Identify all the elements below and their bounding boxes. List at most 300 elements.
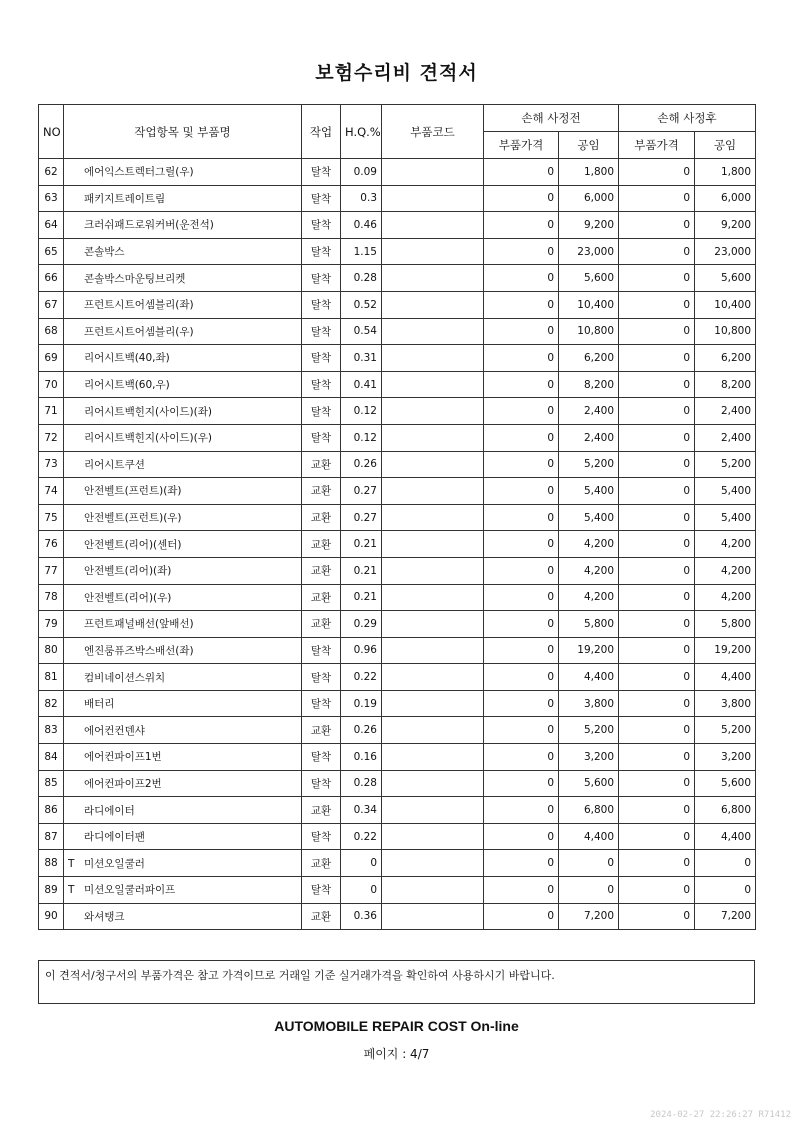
- cell-part-code: [382, 557, 484, 584]
- cell-no: 62: [39, 159, 64, 186]
- cell-item-name: [64, 584, 302, 611]
- table-row: [39, 451, 756, 478]
- cell-item-label: 안전벨트(리어)(우): [84, 591, 172, 604]
- cell-part-price-before: 0: [484, 664, 559, 691]
- cell-hq: 0.27: [341, 504, 382, 531]
- cell-item-label: 라디에이터팬: [84, 831, 145, 844]
- cell-work: 교환: [302, 797, 341, 824]
- cell-labor-after: 5,400: [695, 504, 756, 531]
- cell-labor-before: 5,200: [559, 451, 619, 478]
- table-row: [39, 424, 756, 451]
- cell-type-mark: T: [68, 884, 75, 897]
- cell-part-code: [382, 185, 484, 212]
- table-row: [39, 611, 756, 638]
- cell-work: 탈착: [302, 345, 341, 372]
- cell-hq: 0.21: [341, 531, 382, 558]
- header-before-adjustment: 손해 사정전: [484, 105, 619, 132]
- cell-work: 탈착: [302, 398, 341, 425]
- table-row: [39, 877, 756, 904]
- table-row: [39, 265, 756, 292]
- cell-part-price-before: 0: [484, 903, 559, 930]
- cell-hq: 0.26: [341, 717, 382, 744]
- cell-labor-after: 3,800: [695, 690, 756, 717]
- header-part-price-before: 부품가격: [484, 132, 559, 159]
- cell-work: 탈착: [302, 318, 341, 345]
- cell-item-name: [64, 291, 302, 318]
- cell-no: 86: [39, 797, 64, 824]
- cell-labor-after: 0: [695, 850, 756, 877]
- cell-hq: 0.22: [341, 664, 382, 691]
- cell-item-label: 리어시트백(60,우): [84, 379, 170, 392]
- cell-part-price-after: 0: [619, 159, 695, 186]
- table-row: [39, 504, 756, 531]
- cell-labor-after: 4,200: [695, 531, 756, 558]
- cell-labor-after: 2,400: [695, 424, 756, 451]
- cell-item-label: 리어시트백힌지(사이드)(우): [84, 432, 212, 445]
- cell-part-price-after: 0: [619, 504, 695, 531]
- table-row: [39, 531, 756, 558]
- cell-part-price-before: 0: [484, 797, 559, 824]
- cell-work: 탈착: [302, 265, 341, 292]
- cell-part-code: [382, 717, 484, 744]
- cell-part-price-after: 0: [619, 903, 695, 930]
- cell-work: 교환: [302, 584, 341, 611]
- cell-part-code: [382, 159, 484, 186]
- cell-item-name: [64, 557, 302, 584]
- cell-part-price-before: 0: [484, 770, 559, 797]
- cell-labor-after: 5,200: [695, 451, 756, 478]
- cell-work: 탈착: [302, 744, 341, 771]
- cell-labor-before: 10,800: [559, 318, 619, 345]
- cell-labor-after: 1,800: [695, 159, 756, 186]
- cell-item-label: 미션오일쿨러파이프: [84, 884, 176, 897]
- cell-part-price-after: 0: [619, 212, 695, 239]
- cell-part-code: [382, 903, 484, 930]
- cell-labor-before: 10,400: [559, 291, 619, 318]
- cell-hq: 0: [341, 850, 382, 877]
- cell-item-name: [64, 850, 302, 877]
- table-row: [39, 797, 756, 824]
- cell-no: 72: [39, 424, 64, 451]
- cell-item-name: [64, 371, 302, 398]
- cell-labor-before: 0: [559, 877, 619, 904]
- cell-item-label: 프런트패널배선(앞배선): [84, 618, 194, 631]
- cell-part-price-after: 0: [619, 557, 695, 584]
- cell-no: 65: [39, 238, 64, 265]
- cell-hq: 0.54: [341, 318, 382, 345]
- estimate-table: [38, 104, 756, 930]
- cell-hq: 0.41: [341, 371, 382, 398]
- table-row: [39, 690, 756, 717]
- cell-no: 76: [39, 531, 64, 558]
- cell-work: 교환: [302, 903, 341, 930]
- cell-work: 교환: [302, 451, 341, 478]
- cell-item-label: 라디에이터: [84, 804, 135, 817]
- cell-labor-after: 10,400: [695, 291, 756, 318]
- table-row: [39, 664, 756, 691]
- cell-no: 75: [39, 504, 64, 531]
- cell-hq: 0.29: [341, 611, 382, 638]
- cell-work: 교환: [302, 504, 341, 531]
- cell-item-label: 에어컨컨덴샤: [84, 724, 145, 737]
- cell-part-price-after: 0: [619, 770, 695, 797]
- cell-hq: 0.31: [341, 345, 382, 372]
- cell-no: 87: [39, 823, 64, 850]
- cell-part-price-before: 0: [484, 850, 559, 877]
- cell-work: 탈착: [302, 637, 341, 664]
- cell-labor-after: 7,200: [695, 903, 756, 930]
- cell-item-name: [64, 611, 302, 638]
- cell-item-name: [64, 744, 302, 771]
- cell-no: 69: [39, 345, 64, 372]
- cell-item-name: [64, 823, 302, 850]
- cell-work: 교환: [302, 531, 341, 558]
- cell-work: 탈착: [302, 690, 341, 717]
- cell-labor-after: 4,200: [695, 557, 756, 584]
- cell-no: 84: [39, 744, 64, 771]
- cell-item-label: 패키지트레이트림: [84, 192, 166, 205]
- cell-part-code: [382, 637, 484, 664]
- cell-part-code: [382, 531, 484, 558]
- cell-item-label: 미션오일쿨러: [84, 857, 145, 870]
- cell-item-label: 리어시트쿠션: [84, 458, 145, 471]
- cell-part-price-before: 0: [484, 291, 559, 318]
- cell-item-name: [64, 451, 302, 478]
- cell-part-price-after: 0: [619, 850, 695, 877]
- cell-work: 교환: [302, 557, 341, 584]
- cell-labor-after: 9,200: [695, 212, 756, 239]
- cell-part-price-before: 0: [484, 611, 559, 638]
- cell-part-price-after: 0: [619, 424, 695, 451]
- cell-no: 88: [39, 850, 64, 877]
- cell-work: 탈착: [302, 212, 341, 239]
- cell-item-label: 에어익스트렉터그릴(우): [84, 166, 194, 179]
- cell-labor-before: 5,800: [559, 611, 619, 638]
- cell-part-price-after: 0: [619, 398, 695, 425]
- cell-labor-before: 2,400: [559, 398, 619, 425]
- cell-part-price-after: 0: [619, 823, 695, 850]
- header-labor-after: 공임: [695, 132, 756, 159]
- cell-part-price-after: 0: [619, 291, 695, 318]
- cell-item-name: [64, 478, 302, 505]
- cell-part-price-after: 0: [619, 531, 695, 558]
- cell-item-label: 안전벨트(리어)(센터): [84, 538, 182, 551]
- cell-hq: 0.28: [341, 265, 382, 292]
- cell-item-label: 리어시트백힌지(사이드)(좌): [84, 405, 212, 418]
- cell-labor-before: 0: [559, 850, 619, 877]
- cell-hq: 0.3: [341, 185, 382, 212]
- cell-no: 63: [39, 185, 64, 212]
- cell-work: 탈착: [302, 424, 341, 451]
- cell-item-label: 리어시트백(40,좌): [84, 352, 170, 365]
- print-timestamp: 2024-02-27 22:26:27 R71412: [650, 1110, 791, 1120]
- cell-labor-before: 5,600: [559, 265, 619, 292]
- cell-part-price-before: 0: [484, 584, 559, 611]
- cell-item-name: [64, 637, 302, 664]
- table-row: [39, 318, 756, 345]
- cell-part-code: [382, 770, 484, 797]
- cell-part-code: [382, 690, 484, 717]
- table-row: [39, 345, 756, 372]
- cell-part-price-after: 0: [619, 265, 695, 292]
- cell-part-price-before: 0: [484, 398, 559, 425]
- cell-no: 81: [39, 664, 64, 691]
- header-after-adjustment: 손해 사정후: [619, 105, 756, 132]
- cell-labor-after: 6,000: [695, 185, 756, 212]
- header-part-code: 부품코드: [382, 105, 484, 159]
- cell-labor-before: 5,400: [559, 504, 619, 531]
- cell-part-price-before: 0: [484, 744, 559, 771]
- header-labor-before: 공임: [559, 132, 619, 159]
- cell-part-price-before: 0: [484, 238, 559, 265]
- cell-item-label: 엔진룸퓨즈박스배선(좌): [84, 644, 194, 657]
- cell-part-price-before: 0: [484, 424, 559, 451]
- cell-labor-after: 6,200: [695, 345, 756, 372]
- cell-labor-before: 1,800: [559, 159, 619, 186]
- cell-part-price-before: 0: [484, 345, 559, 372]
- cell-part-code: [382, 291, 484, 318]
- cell-no: 83: [39, 717, 64, 744]
- cell-part-price-before: 0: [484, 557, 559, 584]
- cell-labor-after: 23,000: [695, 238, 756, 265]
- cell-part-price-before: 0: [484, 371, 559, 398]
- cell-labor-after: 6,800: [695, 797, 756, 824]
- cell-part-code: [382, 238, 484, 265]
- cell-labor-before: 5,200: [559, 717, 619, 744]
- cell-hq: 0.52: [341, 291, 382, 318]
- cell-item-name: [64, 877, 302, 904]
- cell-part-price-after: 0: [619, 637, 695, 664]
- table-row: [39, 637, 756, 664]
- cell-item-name: [64, 770, 302, 797]
- cell-hq: 0: [341, 877, 382, 904]
- table-row: [39, 398, 756, 425]
- cell-hq: 0.34: [341, 797, 382, 824]
- table-row: [39, 159, 756, 186]
- cell-labor-after: 5,800: [695, 611, 756, 638]
- table-row: [39, 717, 756, 744]
- cell-no: 73: [39, 451, 64, 478]
- cell-item-name: [64, 212, 302, 239]
- cell-item-label: 크러쉬패드로워커버(운전석): [84, 219, 214, 232]
- cell-hq: 0.16: [341, 744, 382, 771]
- cell-item-name: [64, 265, 302, 292]
- cell-labor-before: 5,400: [559, 478, 619, 505]
- cell-no: 71: [39, 398, 64, 425]
- price-notice: 이 견적서/청구서의 부품가격은 참고 가격이므로 거래일 기준 실거래가격을 확인하여 사용하시기 바랍니다.: [38, 960, 755, 1004]
- cell-item-label: 컴비네이션스위치: [84, 671, 166, 684]
- cell-labor-before: 7,200: [559, 903, 619, 930]
- cell-part-price-after: 0: [619, 318, 695, 345]
- cell-part-price-after: 0: [619, 797, 695, 824]
- header-work: 작업: [302, 105, 341, 159]
- cell-part-price-after: 0: [619, 744, 695, 771]
- cell-labor-before: 3,200: [559, 744, 619, 771]
- cell-part-code: [382, 318, 484, 345]
- cell-item-name: [64, 664, 302, 691]
- cell-labor-before: 4,400: [559, 664, 619, 691]
- header-item: 작업항목 및 부품명: [64, 105, 302, 159]
- cell-labor-after: 4,400: [695, 664, 756, 691]
- cell-item-name: [64, 903, 302, 930]
- cell-part-code: [382, 797, 484, 824]
- cell-no: 66: [39, 265, 64, 292]
- cell-part-code: [382, 877, 484, 904]
- cell-work: 교환: [302, 611, 341, 638]
- cell-part-code: [382, 265, 484, 292]
- cell-item-label: 안전벨트(프런트)(좌): [84, 485, 182, 498]
- cell-part-price-before: 0: [484, 823, 559, 850]
- cell-part-code: [382, 371, 484, 398]
- cell-work: 탈착: [302, 159, 341, 186]
- cell-hq: 0.28: [341, 770, 382, 797]
- cell-no: 64: [39, 212, 64, 239]
- cell-labor-after: 5,600: [695, 265, 756, 292]
- cell-labor-after: 4,200: [695, 584, 756, 611]
- header-part-price-after: 부품가격: [619, 132, 695, 159]
- cell-hq: 0.22: [341, 823, 382, 850]
- document-title: 보험수리비 견적서: [315, 62, 478, 84]
- cell-labor-before: 6,000: [559, 185, 619, 212]
- cell-part-code: [382, 664, 484, 691]
- cell-part-code: [382, 850, 484, 877]
- cell-labor-before: 4,200: [559, 531, 619, 558]
- cell-part-code: [382, 478, 484, 505]
- cell-part-price-after: 0: [619, 345, 695, 372]
- cell-hq: 1.15: [341, 238, 382, 265]
- cell-labor-before: 6,800: [559, 797, 619, 824]
- cell-hq: 0.46: [341, 212, 382, 239]
- cell-work: 교환: [302, 478, 341, 505]
- cell-no: 68: [39, 318, 64, 345]
- cell-part-code: [382, 823, 484, 850]
- cell-labor-before: 9,200: [559, 212, 619, 239]
- cell-part-code: [382, 611, 484, 638]
- cell-labor-before: 19,200: [559, 637, 619, 664]
- cell-part-price-before: 0: [484, 504, 559, 531]
- table-row: [39, 744, 756, 771]
- cell-labor-after: 10,800: [695, 318, 756, 345]
- cell-work: 탈착: [302, 877, 341, 904]
- cell-hq: 0.27: [341, 478, 382, 505]
- cell-part-price-before: 0: [484, 877, 559, 904]
- cell-hq: 0.12: [341, 398, 382, 425]
- cell-hq: 0.26: [341, 451, 382, 478]
- cell-work: 교환: [302, 850, 341, 877]
- cell-part-price-before: 0: [484, 185, 559, 212]
- cell-labor-after: 19,200: [695, 637, 756, 664]
- cell-part-price-before: 0: [484, 159, 559, 186]
- cell-item-label: 안전벨트(프런트)(우): [84, 512, 182, 525]
- cell-hq: 0.09: [341, 159, 382, 186]
- cell-item-label: 에어컨파이프2번: [84, 777, 162, 790]
- cell-no: 85: [39, 770, 64, 797]
- cell-labor-before: 4,200: [559, 584, 619, 611]
- cell-part-code: [382, 345, 484, 372]
- cell-labor-before: 2,400: [559, 424, 619, 451]
- cell-part-code: [382, 212, 484, 239]
- cell-item-name: [64, 690, 302, 717]
- cell-item-name: [64, 238, 302, 265]
- cell-item-name: [64, 185, 302, 212]
- table-row: [39, 823, 756, 850]
- cell-item-label: 안전벨트(리어)(좌): [84, 565, 172, 578]
- table-row: [39, 212, 756, 239]
- cell-part-price-after: 0: [619, 690, 695, 717]
- cell-labor-before: 4,400: [559, 823, 619, 850]
- cell-hq: 0.36: [341, 903, 382, 930]
- cell-labor-after: 5,200: [695, 717, 756, 744]
- table-row: [39, 850, 756, 877]
- table-row: [39, 584, 756, 611]
- cell-part-code: [382, 451, 484, 478]
- cell-item-name: [64, 345, 302, 372]
- cell-item-name: [64, 159, 302, 186]
- cell-hq: 0.12: [341, 424, 382, 451]
- cell-part-price-before: 0: [484, 637, 559, 664]
- cell-labor-before: 3,800: [559, 690, 619, 717]
- table-row: [39, 557, 756, 584]
- cell-hq: 0.21: [341, 584, 382, 611]
- cell-item-name: [64, 531, 302, 558]
- cell-labor-after: 0: [695, 877, 756, 904]
- cell-no: 70: [39, 371, 64, 398]
- cell-part-price-after: 0: [619, 238, 695, 265]
- cell-item-label: 배터리: [84, 698, 115, 711]
- table-row: [39, 238, 756, 265]
- cell-part-price-before: 0: [484, 690, 559, 717]
- cell-part-code: [382, 398, 484, 425]
- cell-part-price-before: 0: [484, 451, 559, 478]
- cell-no: 79: [39, 611, 64, 638]
- cell-item-name: [64, 318, 302, 345]
- cell-work: 탈착: [302, 238, 341, 265]
- cell-work: 교환: [302, 717, 341, 744]
- cell-item-label: 프런트시트어셈블리(우): [84, 325, 194, 338]
- cell-part-price-after: 0: [619, 717, 695, 744]
- cell-labor-after: 5,600: [695, 770, 756, 797]
- table-body: [39, 159, 756, 930]
- cell-labor-before: 23,000: [559, 238, 619, 265]
- cell-part-price-after: 0: [619, 371, 695, 398]
- cell-part-price-after: 0: [619, 877, 695, 904]
- cell-part-price-before: 0: [484, 717, 559, 744]
- cell-item-name: [64, 504, 302, 531]
- cell-no: 89: [39, 877, 64, 904]
- footer-brand: AUTOMOBILE REPAIR COST On-line: [274, 1018, 519, 1034]
- cell-part-price-before: 0: [484, 265, 559, 292]
- cell-labor-after: 2,400: [695, 398, 756, 425]
- cell-no: 80: [39, 637, 64, 664]
- cell-part-price-after: 0: [619, 478, 695, 505]
- cell-part-code: [382, 504, 484, 531]
- cell-no: 67: [39, 291, 64, 318]
- cell-item-name: [64, 398, 302, 425]
- cell-labor-after: 4,400: [695, 823, 756, 850]
- cell-work: 탈착: [302, 371, 341, 398]
- cell-part-price-after: 0: [619, 584, 695, 611]
- cell-item-label: 에어컨파이프1번: [84, 751, 162, 764]
- cell-no: 82: [39, 690, 64, 717]
- cell-part-price-after: 0: [619, 664, 695, 691]
- cell-work: 탈착: [302, 823, 341, 850]
- cell-hq: 0.19: [341, 690, 382, 717]
- cell-no: 90: [39, 903, 64, 930]
- cell-part-price-after: 0: [619, 611, 695, 638]
- cell-item-name: [64, 424, 302, 451]
- cell-part-code: [382, 744, 484, 771]
- page-number: 페이지 : 4/7: [363, 1047, 430, 1061]
